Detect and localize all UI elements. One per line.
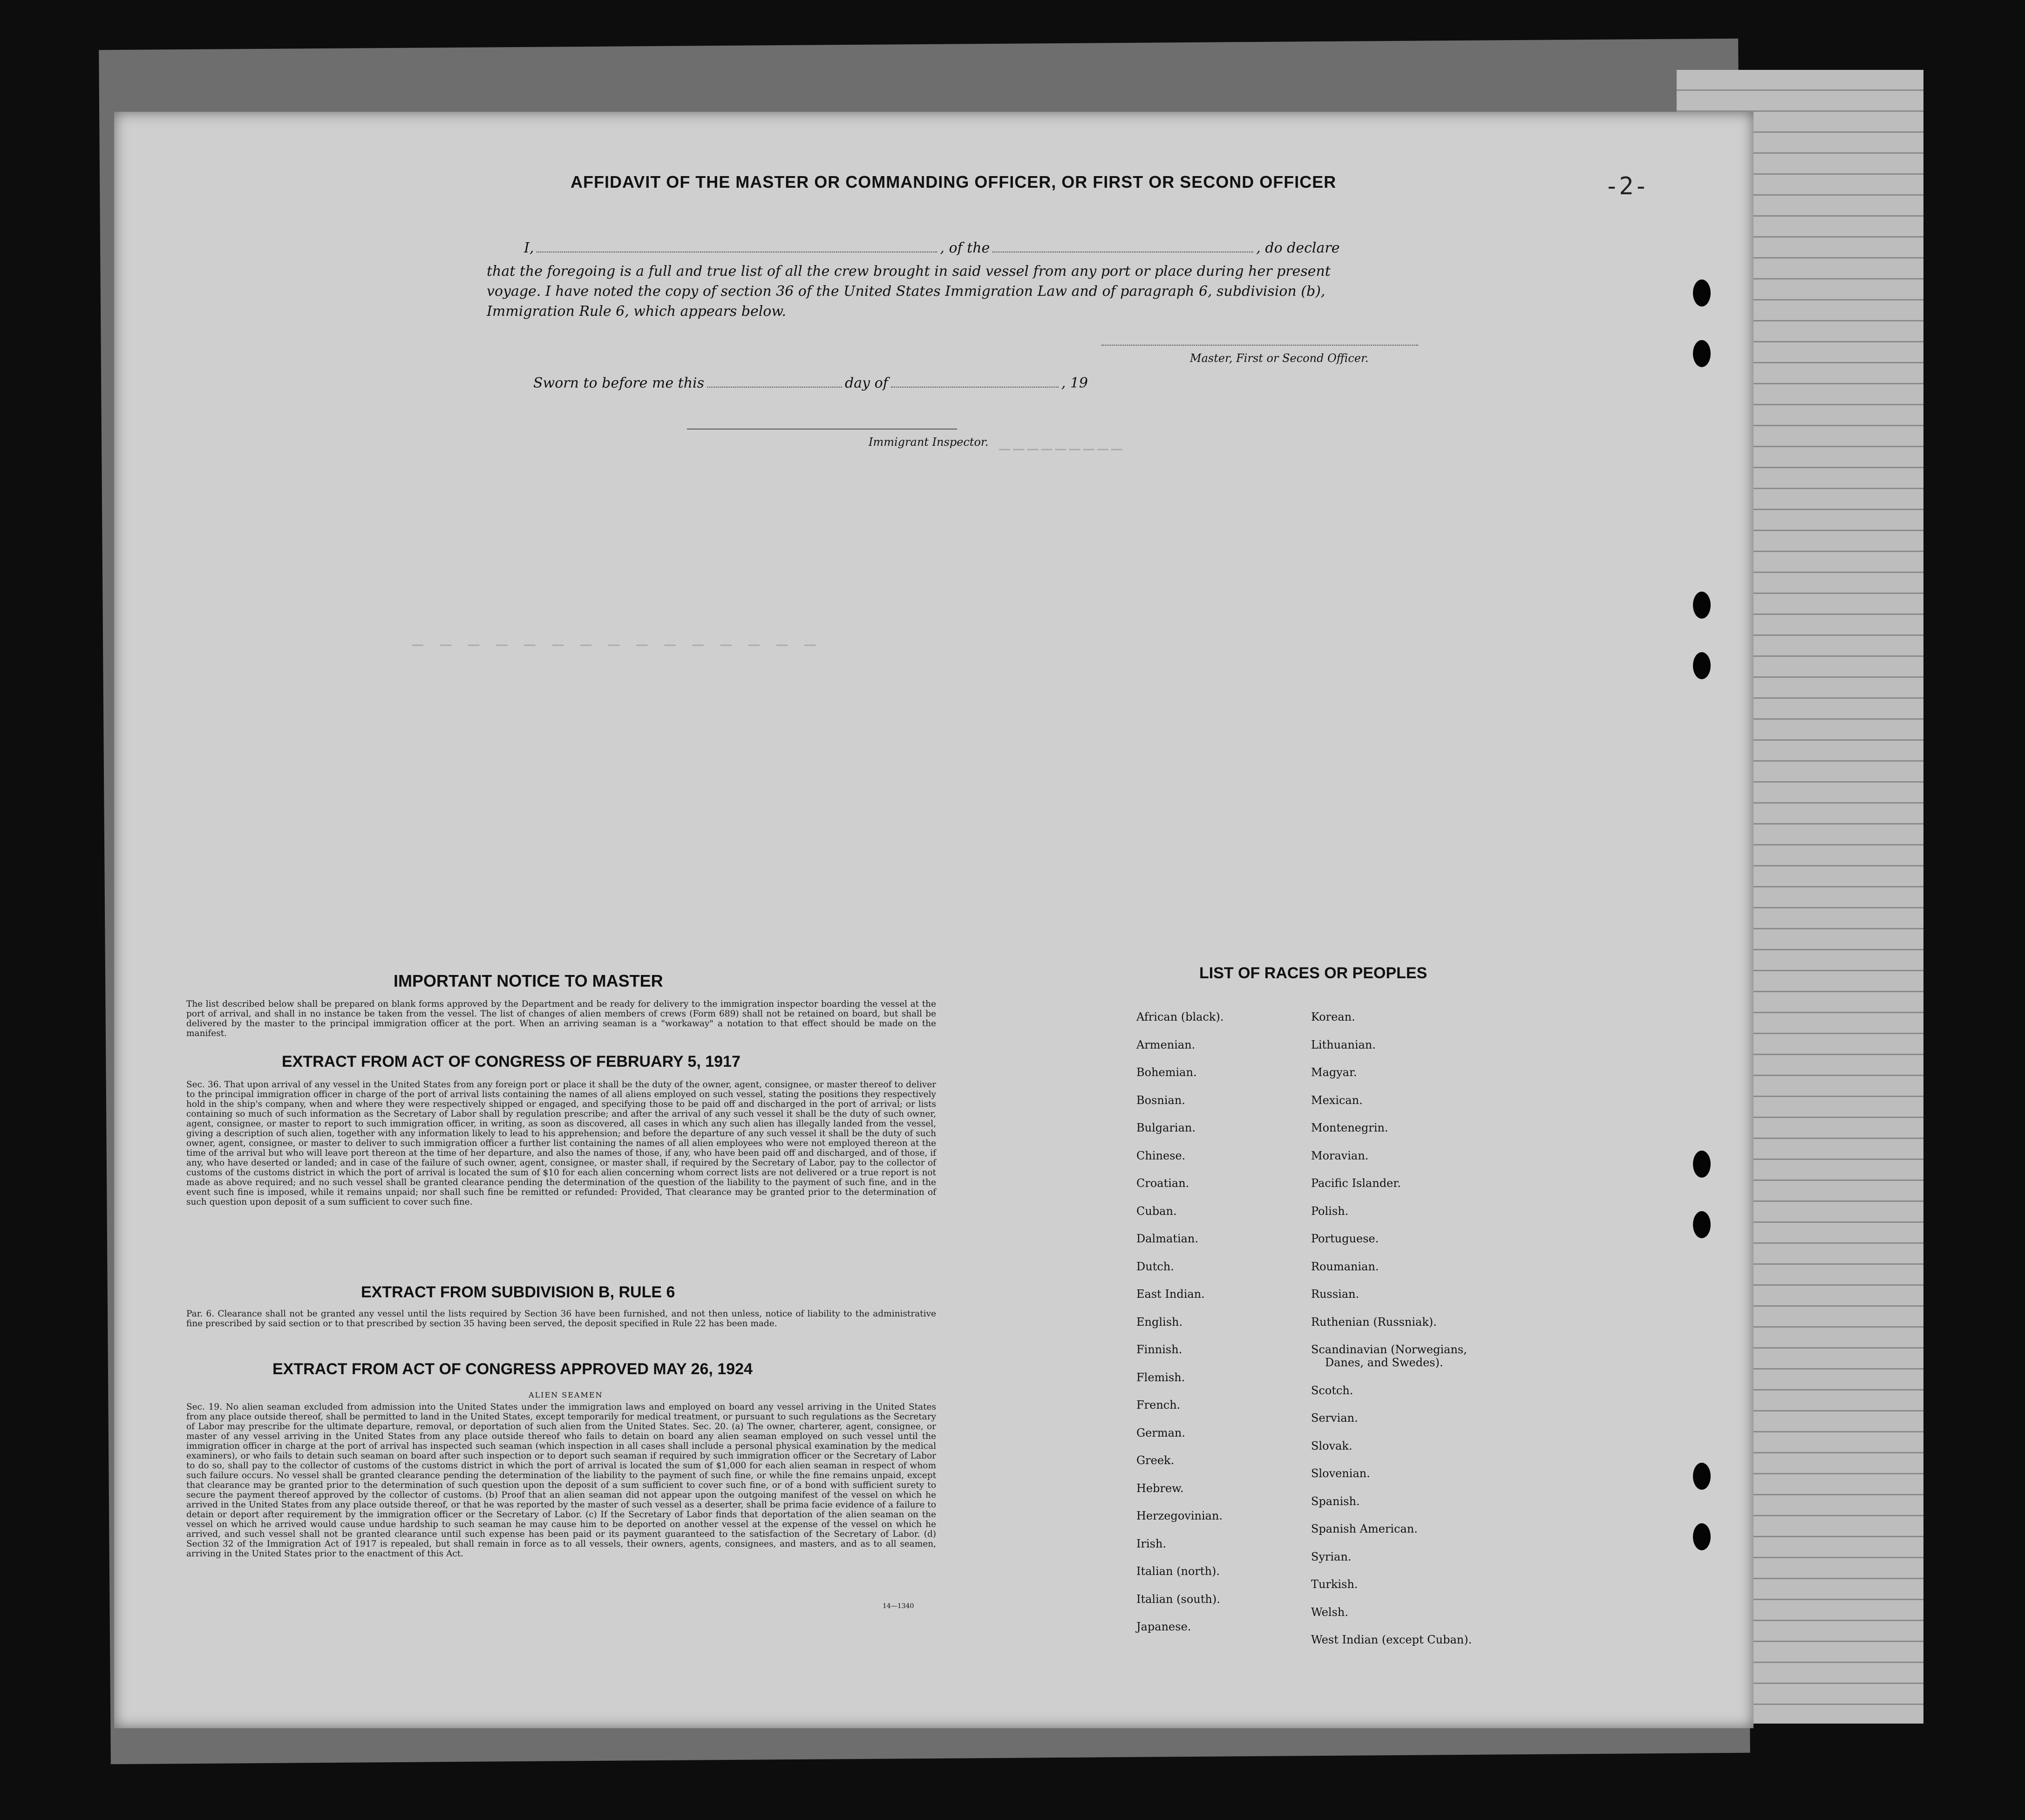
race-item: Dutch. xyxy=(1136,1260,1174,1273)
affidavit-title: AFFIDAVIT OF THE MASTER OR COMMANDING OFFICER, OR FIRST OR SECOND OFFICER xyxy=(571,172,1337,191)
race-item: Irish. xyxy=(1136,1537,1167,1550)
race-item: Japanese. xyxy=(1136,1620,1191,1633)
race-item: Ruthenian (Russniak). xyxy=(1311,1315,1437,1329)
race-item: Flemish. xyxy=(1136,1370,1185,1384)
race-item: English. xyxy=(1136,1315,1183,1329)
affidavit-line-3: voyage. I have noted the copy of section 36 of the United States Immigration Law and of paragraph 6, subdivision (b), xyxy=(487,283,1325,300)
notice-title: IMPORTANT NOTICE TO MASTER xyxy=(394,971,663,990)
race-item: Slovenian. xyxy=(1311,1467,1370,1480)
document-page xyxy=(114,112,1753,1728)
race-item: Portuguese. xyxy=(1311,1232,1379,1245)
race-item: Welsh. xyxy=(1311,1605,1348,1619)
page-number: -2- xyxy=(1604,172,1648,200)
race-item: West Indian (except Cuban). xyxy=(1311,1633,1472,1646)
affidavit-line-1-b: , of the xyxy=(940,240,990,256)
binder-hole xyxy=(1693,1211,1711,1238)
race-item: Finnish. xyxy=(1136,1343,1182,1356)
race-item: Moravian. xyxy=(1311,1149,1369,1162)
race-item: Russian. xyxy=(1311,1288,1359,1301)
race-item: Servian. xyxy=(1311,1411,1358,1425)
race-item: Korean. xyxy=(1311,1010,1355,1023)
binder-hole xyxy=(1693,652,1711,679)
sworn-month-blank[interactable] xyxy=(891,387,1059,388)
races-title: LIST OF RACES OR PEOPLES xyxy=(1199,964,1427,982)
race-item: Pacific Islander. xyxy=(1311,1177,1401,1190)
race-item: Italian (south). xyxy=(1136,1592,1220,1606)
affidavit-line-1-a: I, xyxy=(524,240,534,256)
race-item: Spanish. xyxy=(1311,1494,1360,1508)
race-item: Montenegrin. xyxy=(1311,1121,1388,1134)
race-item: Chinese. xyxy=(1136,1149,1186,1162)
act-1917-title: EXTRACT FROM ACT OF CONGRESS OF FEBRUARY 5, 1917 xyxy=(282,1053,741,1070)
race-item: Polish. xyxy=(1311,1204,1349,1218)
act-1924-text: Sec. 19. No alien seaman excluded from admission into the United States under the immigration laws and employed on board any vessel arriving in the United States from any place outside thereof, shall be permitted to land in the United States, except temporarily for medical treatment, or pursuant to such regulations as the Secretary of Labor may prescribe for the ultimate departure, removal, or deportation of such alien from the United States. Sec. 20. (a) The owner, charterer, agent, consignee, or master of any vessel arriving in the United States from any place outside thereof who fails to detain on board any alien seaman employed on such vessel until the immigration officer in charge at the port of arrival has inspected such seaman (which inspection in all cases shall include a personal physical examination by the medical examiners), or who fails to detain such seaman on board after such inspection or to deport such seaman if required by such immigration officer or the Secretary of Labor to do so, shall pay to the collector of customs of the customs district in which the port of arrival is located the sum of $1,000 for each alien seaman in respect of whom such failure occurs. No vessel shall be granted clearance pending the determination of the liability to the payment of such fine, or while the fine remains unpaid, except that clearance may be granted prior to the determination of such question upon the deposit of a sum sufficient to cover such fine, or of a bond with sufficient surety to secure the payment thereof approved by the collector of customs. (b) Proof that an alien seaman did not appear upon the outgoing manifest of the vessel on which he arrived in the United States from any place outside thereof, or that he was reported by the master of such vessel as a deserter, shall be prima facie evidence of a failure to detain or deport after requirement by the immigration officer or the Secretary of Labor. (c) If the Secretary of Labor finds that deportation of the alien seaman on the vessel on which he arrived would cause undue hardship to such seaman he may cause him to be deported on another vessel at the expense of the vessel on which he arrived, and such vessel shall not be granted clearance until such expense has been paid or its payment guaranteed to the satisfaction of the Secretary of Labor. (d) Section 32 of the Immigration Act of 1917 is repealed, but shall remain in force as to all vessels, their owners, agents, consignees, and masters, and as to all seamen, arriving in the United States prior to the enactment of this Act. xyxy=(186,1402,936,1559)
race-item: Magyar. xyxy=(1311,1066,1357,1079)
signature-line[interactable] xyxy=(1101,345,1418,346)
affidavit-line-2: that the foregoing is a full and true list of all the crew brought in said vessel from any port or place during her present xyxy=(487,263,1331,279)
race-item: Spanish American. xyxy=(1311,1522,1418,1535)
inspector-caption: Immigrant Inspector. xyxy=(869,436,989,449)
race-item: Bosnian. xyxy=(1136,1093,1185,1107)
race-item: Mexican. xyxy=(1311,1093,1363,1107)
rule-6-title: EXTRACT FROM SUBDIVISION B, RULE 6 xyxy=(361,1283,675,1301)
bleed-through: — — — — — — — — — — — — — — — xyxy=(412,634,819,655)
sworn-line xyxy=(533,375,1088,391)
binder-hole xyxy=(1693,1523,1711,1550)
binder-hole xyxy=(1693,279,1711,307)
signature-caption: Master, First or Second Officer. xyxy=(1190,352,1369,365)
race-item: Slovak. xyxy=(1311,1439,1352,1452)
race-item: Italian (north). xyxy=(1136,1565,1220,1578)
affidavit-line-1-c: , do declare xyxy=(1256,240,1340,256)
race-item: German. xyxy=(1136,1426,1185,1439)
race-item: Croatian. xyxy=(1136,1177,1189,1190)
act-1924-title: EXTRACT FROM ACT OF CONGRESS APPROVED MAY 26, 1924 xyxy=(272,1360,753,1378)
race-item: French. xyxy=(1136,1398,1181,1411)
race-item: Lithuanian. xyxy=(1311,1038,1376,1051)
race-item: Scotch. xyxy=(1311,1384,1353,1397)
binder-hole xyxy=(1693,1151,1711,1178)
race-item: Armenian. xyxy=(1136,1038,1196,1051)
bleed-through: ————————— xyxy=(999,438,1125,459)
race-item: Dalmatian. xyxy=(1136,1232,1199,1245)
race-item: Bohemian. xyxy=(1136,1066,1197,1079)
race-item: Bulgarian. xyxy=(1136,1121,1196,1134)
notice-text: The list described below shall be prepared on blank forms approved by the Department and be ready for delivery to the immigration inspector boarding the vessel at the port of arrival, and shall in no instance be taken from the vessel. The list of changes of alien members of crews (Form 689) shall not be retained on board, but shall be delivered by the master to the principal immigration officer at the port. When an arriving seaman is a "workaway" a notation to that effect should be made on the manifest. xyxy=(186,999,936,1038)
alien-seamen-subtitle: ALIEN SEAMEN xyxy=(529,1391,603,1399)
act-1917-text: Sec. 36. That upon arrival of any vessel in the United States from any foreign port or place it shall be the duty of the owner, agent, consignee, or master thereof to deliver to the principal immigration officer in charge of the port of arrival lists containing the names of all aliens employed on such vessel, stating the positions they respectively hold in the ship's company, when and where they were respectively shipped or engaged, and specifying those to be paid off and discharged in the port of arrival; or lists containing so much of such information as the Secretary of Labor shall by regulation prescribe; and after the arrival of any such vessel it shall be the duty of such owner, agent, consignee, or master to report to such immigration officer, in writing, as soon as discovered, all cases in which any such alien has illegally landed from the vessel, giving a description of such alien, together with any information likely to lead to his apprehension; and before the departure of any such vessel it shall be the duty of such owner, agent, consignee, or master to deliver to such immigration officer a further list containing the names of all alien employees who were not employed thereon at the time of the arrival but who will leave port thereon at the time of her departure, and also the names of those, if any, who have been paid off and discharged, and of those, if any, who have deserted or landed; and in case of the failure of such owner, agent, consignee, or master shall, if required by the Secretary of Labor, pay to the collector of customs of the customs district in which the port of arrival is located the sum of $10 for each alien concerning whom correct lists are not delivered or a true report is not made as above required; and no such vessel shall be granted clearance pending the determination of the question of the liability to the payment of such fine, and in the event such fine is imposed, while it remains unpaid; nor shall such fine be remitted or refunded: Provided, That clearance may be granted prior to the determination of such question upon deposit of a sum sufficient to cover such fine. xyxy=(186,1080,936,1207)
affidavit-line-4: Immigration Rule 6, which appears below. xyxy=(487,303,787,320)
race-item: Greek. xyxy=(1136,1454,1175,1467)
binder-hole xyxy=(1693,340,1711,367)
sworn-text-a: Sworn to before me this xyxy=(533,375,705,391)
sworn-day-blank[interactable] xyxy=(707,387,842,388)
binder-hole xyxy=(1693,1463,1711,1490)
race-item: Herzegovinian. xyxy=(1136,1509,1223,1522)
binder-hole xyxy=(1693,592,1711,619)
affidavit-line-1 xyxy=(524,240,1340,256)
race-item: Hebrew. xyxy=(1136,1481,1184,1495)
race-item: East Indian. xyxy=(1136,1288,1205,1301)
race-item: Scandinavian (Norwegians, xyxy=(1311,1343,1467,1356)
form-number: 14—1340 xyxy=(883,1602,914,1610)
sworn-text-b: day of xyxy=(845,375,888,391)
race-item: Turkish. xyxy=(1311,1578,1358,1591)
sworn-text-c: , 19 xyxy=(1061,375,1088,391)
race-item: African (black). xyxy=(1136,1010,1224,1023)
race-item: Roumanian. xyxy=(1311,1260,1379,1273)
race-item: Syrian. xyxy=(1311,1550,1352,1563)
rule-6-text: Par. 6. Clearance shall not be granted any vessel until the lists required by Section 36 have been furnished, and not then unless, notice of liability to the administrative fine prescribed by said section or to that prescribed by section 35 having been served, the deposit specified in Rule 22 has been made. xyxy=(186,1309,936,1329)
race-item: Cuban. xyxy=(1136,1204,1177,1218)
race-item: Danes, and Swedes). xyxy=(1325,1356,1443,1369)
